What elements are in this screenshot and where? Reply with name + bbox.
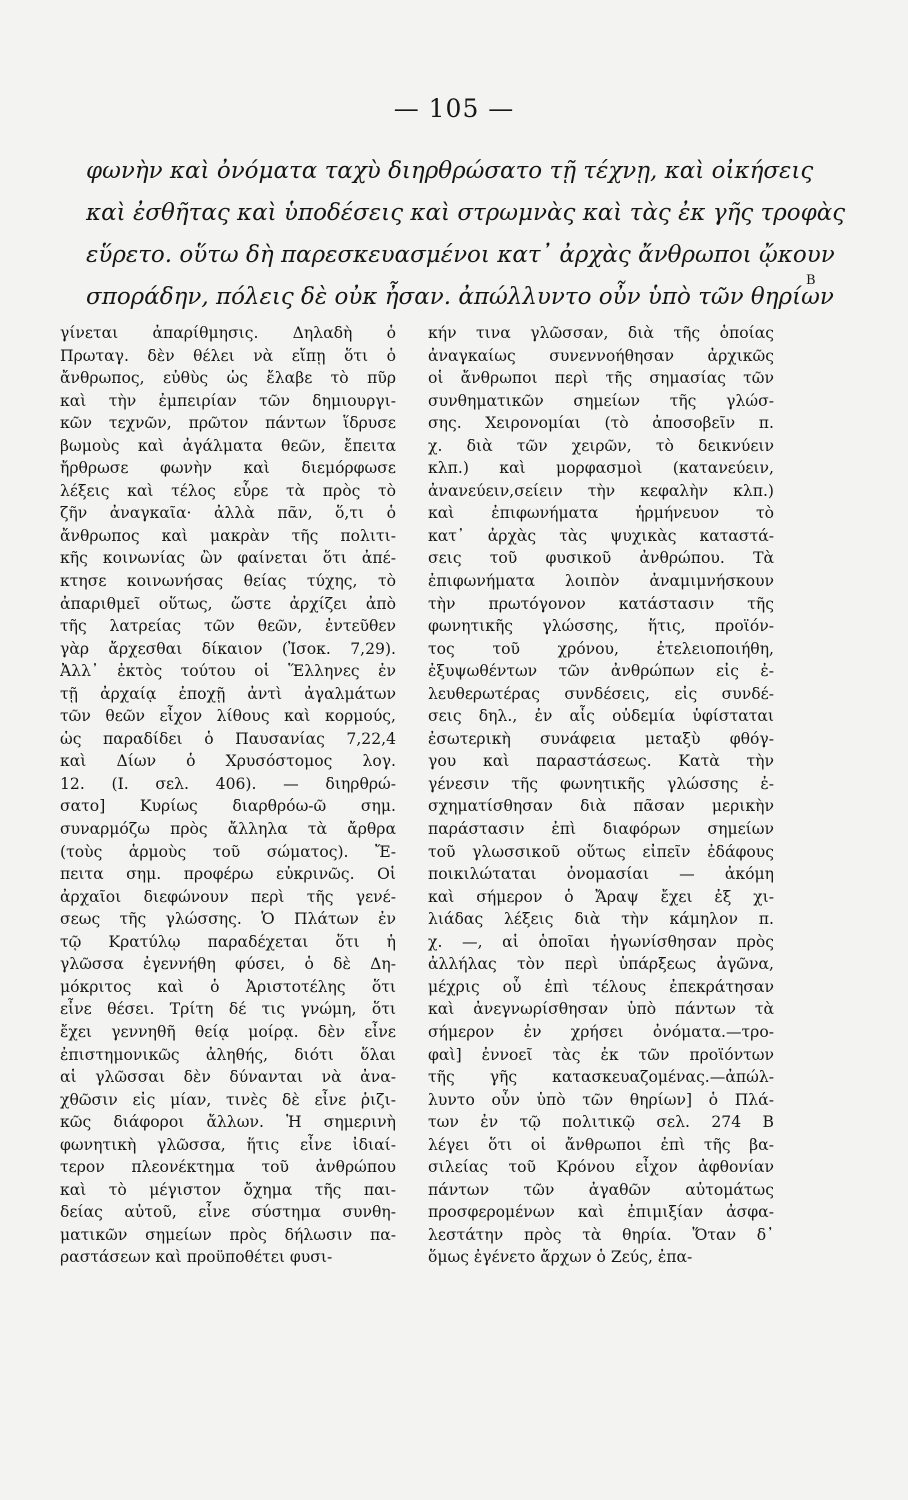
commentary-line: καὶ τὴν ἐμπειρίαν τῶν δημιουργι- — [60, 391, 396, 410]
commentary-line: ζῆν ἀναγκαῖα· ἀλλὰ πᾶν, ὅ,τι ὁ — [60, 504, 396, 523]
commentary-line: ἀρχαῖοι διεφώνουν περὶ τῆς γενέ- — [60, 887, 396, 906]
main-text-block — [86, 150, 846, 318]
commentary-line: καὶ σήμερον ὁ Ἄραψ ἔχει ἐξ χι- — [428, 887, 774, 906]
commentary-line: τῶν θεῶν εἶχον λίθους καὶ κορμούς, — [60, 707, 396, 726]
commentary-line: καὶ ἐπιφωνήματα ἡρμήνευον τὸ — [428, 504, 774, 523]
commentary-line: ἐσωτερικὴ συνάφεια μεταξὺ φθόγ- — [428, 729, 774, 748]
commentary-line: κατ᾽ ἀρχὰς τὰς ψυχικὰς καταστά- — [428, 526, 774, 545]
commentary-line: τῷ Κρατύλῳ παραδέχεται ὅτι ἡ — [60, 932, 396, 951]
main-text-line: καὶ ἐσθῆτας καὶ ὑποδέσεις καὶ στρωμνὰς καὶ τὰς ἐκ γῆς τροφὰς — [86, 200, 846, 226]
commentary-line: λέξεις καὶ τέλος εὗρε τὰ πρὸς τὸ — [60, 481, 396, 500]
commentary-line: γίνεται ἀπαρίθμησις. Δηλαδὴ ὁ — [60, 324, 396, 342]
commentary-line: γου καὶ παραστάσεως. Κατὰ τὴν — [428, 752, 774, 771]
commentary-line: τῆς λατρείας τῶν θεῶν, ἐντεῦθεν — [60, 617, 396, 636]
commentary-line: συνθηματικῶν σημείων τῆς γλώσ- — [428, 391, 774, 410]
commentary-line: λεστάτην πρὸς τὰ θηρία. Ὅταν δ᾽ — [428, 1225, 774, 1244]
commentary-line: ἀπαριθμεῖ οὕτως, ὥστε ἀρχίζει ἀπὸ — [60, 594, 396, 613]
commentary-line: κήν τινα γλῶσσαν, διὰ τῆς ὁποίας — [428, 324, 774, 342]
commentary-line: 12. (Ι. σελ. 406). — διηρθρώ- — [60, 774, 396, 793]
commentary-line: παράστασιν ἐπὶ διαφόρων σημείων — [428, 820, 774, 839]
commentary-line: τὴν πρωτόγονον κατάστασιν τῆς — [428, 594, 774, 613]
commentary-line: λιάδας λέξεις διὰ τὴν κάμηλον π. — [428, 910, 774, 929]
main-text-line: εὕρετο. οὕτω δὴ παρεσκευασμένοι κατ᾽ ἀρχὰς ἄνθρωποι ᾤκουν — [86, 242, 835, 268]
commentary-line: φαὶ] ἐννοεῖ τὰς ἐκ τῶν προϊόντων — [428, 1045, 774, 1064]
commentary-line: καὶ Δίων ὁ Χρυσόστομος λογ. — [60, 752, 396, 771]
commentary-line: ἄνθρωπος, εὐθὺς ὡς ἔλαβε τὸ πῦρ — [60, 369, 396, 388]
commentary-line: ὡς παραδίδει ὁ Παυσανίας 7,22,4 — [60, 729, 396, 748]
commentary-line: (τοὺς ἁρμοὺς τοῦ σώματος). Ἔ- — [60, 842, 396, 861]
commentary-line: αἱ γλῶσσαι δὲν δύνανται νὰ ἀνα- — [60, 1068, 396, 1087]
commentary-line: ματικῶν σημείων πρὸς δήλωσιν πα- — [60, 1225, 396, 1244]
commentary-line: φωνητικῆς γλώσσης, ἥτις, προϊόν- — [428, 617, 774, 636]
commentary-line: ραστάσεων καὶ προϋποθέτει φυσι- — [60, 1248, 333, 1267]
commentary-line: οἱ ἄνθρωποι περὶ τῆς σημασίας τῶν — [428, 369, 774, 388]
main-text-line: φωνὴν καὶ ὀνόματα ταχὺ διηρθρώσατο τῇ τέχνῃ, καὶ οἰκήσεις — [86, 158, 814, 184]
commentary-line: σήμερον ἐν χρήσει ὀνόματα.—τρο- — [428, 1022, 774, 1041]
commentary-line: γλῶσσα ἐγεννήθη φύσει, ὁ δὲ Δη- — [60, 955, 396, 974]
commentary-left-column — [60, 322, 396, 1269]
commentary-line: ἀλλήλας τὸν περὶ ὑπάρξεως ἀγῶνα, — [428, 955, 774, 974]
commentary-line: ποικιλώταται ὀνομασίαι — ἀκόμη — [428, 865, 774, 884]
commentary-line: κλπ.) καὶ μορφασμοὶ (κατανεύειν, — [428, 459, 774, 478]
commentary-line: μόκριτος καὶ ὁ Ἀριστοτέλης ὅτι — [60, 977, 396, 996]
commentary-line: κῶν τεχνῶν, πρῶτον πάντων ἵδρυσε — [60, 414, 396, 433]
commentary-line: προσφερομένων καὶ ἐπιμιξίαν ἀσφα- — [428, 1203, 774, 1222]
commentary-line: καὶ τὸ μέγιστον ὄχημα τῆς παι- — [60, 1180, 396, 1199]
commentary-line: Ἀλλ᾽ ἐκτὸς τούτου οἱ Ἕλληνες ἐν — [60, 662, 396, 681]
commentary-line: σεις δηλ., ἐν αἷς οὐδεμία ὑφίσταται — [428, 707, 774, 726]
commentary-line: λυντο οὖν ὑπὸ τῶν θηρίων] ὁ Πλά- — [428, 1090, 774, 1109]
commentary-line: ἀναγκαίως συνεννοήθησαν ἀρχικῶς — [428, 346, 774, 365]
commentary-line: ἐπιστημονικῶς ἀληθής, διότι ὅλαι — [60, 1045, 396, 1064]
page-number: — 105 — — [393, 94, 515, 123]
commentary-line: γὰρ ἄρχεσθαι δίκαιον (Ἰσοκ. 7,29). — [60, 639, 396, 658]
commentary-line: πειτα σημ. προφέρω εὐκρινῶς. Οἱ — [60, 865, 396, 884]
commentary-line: συναρμόζω πρὸς ἄλληλα τὰ ἄρθρα — [60, 820, 396, 839]
commentary-line: χ. διὰ τῶν χειρῶν, τὸ δεικνύειν — [428, 436, 774, 455]
commentary-line: πάντων τῶν ἀγαθῶν αὐτομάτως — [428, 1180, 774, 1199]
commentary-line: σης. Χειρονομίαι (τὸ ἀποσοβεῖν π. — [428, 414, 774, 433]
commentary-line: μέχρις οὗ ἐπὶ τέλους ἐπεκράτησαν — [428, 977, 774, 996]
commentary-line: χ. —, αἱ ὁποῖαι ἠγωνίσθησαν πρὸς — [428, 932, 774, 951]
commentary-line: χθῶσιν εἰς μίαν, τινὲς δὲ εἶνε ῥιζι- — [60, 1090, 396, 1109]
commentary-line: φωνητικὴ γλῶσσα, ἥτις εἶνε ἰδιαί- — [60, 1135, 396, 1154]
commentary-line: τῇ ἀρχαίᾳ ἐποχῇ ἀντὶ ἀγαλμάτων — [60, 684, 396, 703]
commentary-right-column — [428, 322, 774, 1269]
commentary-line: σχηματίσθησαν διὰ πᾶσαν μερικὴν — [428, 797, 774, 816]
commentary-line: λέγει ὅτι οἱ ἄνθρωποι ἐπὶ τῆς βα- — [428, 1135, 774, 1154]
commentary-line: λευθερωτέρας συνδέσεις, εἰς συνδέ- — [428, 684, 774, 703]
commentary-line: ἐπιφωνήματα λοιπὸν ἀναμιμνήσκουν — [428, 572, 774, 591]
commentary-line: εἶνε θέσει. Τρίτη δέ τις γνώμη, ὅτι — [60, 1000, 396, 1019]
commentary-line: τερον πλεονέκτημα τοῦ ἀνθρώπου — [60, 1158, 396, 1177]
commentary-line: σιλείας τοῦ Κρόνου εἶχον ἀφθονίαν — [428, 1158, 774, 1177]
commentary-line: ἀνανεύειν,σείειν τὴν κεφαλὴν κλπ.) — [428, 481, 774, 500]
commentary-line: τῆς γῆς κατασκευαζομένας.—ἀπώλ- — [428, 1068, 774, 1087]
commentary-line: των ἐν τῷ πολιτικῷ σελ. 274 Β — [428, 1113, 774, 1132]
commentary-line: σεως τῆς γλώσσης. Ὁ Πλάτων ἐν — [60, 910, 396, 929]
commentary-line: ἄνθρωπος καὶ μακρὰν τῆς πολιτι- — [60, 526, 396, 545]
commentary-line: σεις τοῦ φυσικοῦ ἀνθρώπου. Τὰ — [428, 549, 774, 568]
commentary-line: καὶ ἀνεγνωρίσθησαν ὑπὸ πάντων τὰ — [428, 1000, 774, 1019]
commentary-line: γένεσιν τῆς φωνητικῆς γλώσσης ἐ- — [428, 774, 774, 793]
commentary-line: κῶς διάφοροι ἄλλων. Ἡ σημερινὴ — [60, 1113, 396, 1132]
commentary-line: κῆς κοινωνίας ὢν φαίνεται ὅτι ἀπέ- — [60, 549, 396, 568]
commentary-line: δείας αὐτοῦ, εἶνε σύστημα συνθη- — [60, 1203, 396, 1222]
commentary-line: σατο] Κυρίως διαρθρόω-ῶ σημ. — [60, 797, 396, 816]
commentary-line: ὅμως ἐγένετο ἄρχων ὁ Ζεύς, ἐπα- — [428, 1248, 693, 1267]
commentary-line: κτησε κοινωνήσας θείας τύχης, τὸ — [60, 572, 396, 591]
margin-reference-mark: B — [806, 273, 816, 288]
commentary-line: ἤρθρωσε φωνὴν καὶ διεμόρφωσε — [60, 459, 396, 478]
commentary-line: τοῦ γλωσσικοῦ οὕτως εἰπεῖν ἐδάφους — [428, 842, 774, 861]
commentary-line: Πρωταγ. δὲν θέλει νὰ εἴπῃ ὅτι ὁ — [60, 346, 396, 365]
commentary-line: ἔχει γεννηθῆ θείᾳ μοίρᾳ. δὲν εἶνε — [60, 1022, 396, 1041]
commentary-line: τος τοῦ χρόνου, ἐτελειοποιήθη, — [428, 639, 774, 658]
commentary-line: ἐξυψωθέντων τῶν ἀνθρώπων εἰς ἐ- — [428, 662, 774, 681]
main-text-line: σποράδην, πόλεις δὲ οὐκ ἦσαν. ἀπώλλυντο οὖν ὑπὸ τῶν θηρίων — [86, 284, 834, 310]
commentary-line: βωμοὺς καὶ ἀγάλματα θεῶν, ἔπειτα — [60, 436, 396, 455]
